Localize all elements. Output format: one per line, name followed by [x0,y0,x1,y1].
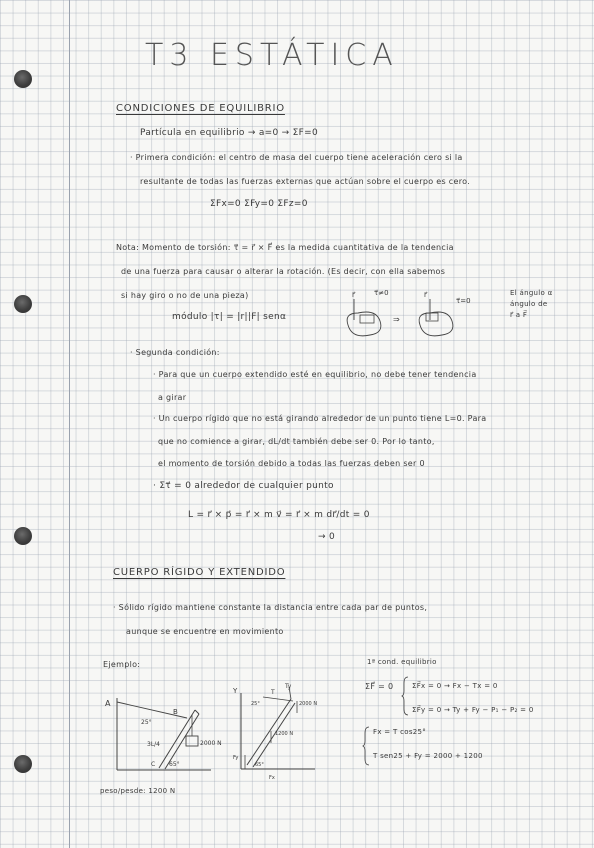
text-en-movimiento: aunque se encuentre en movimiento [126,627,284,636]
punch-hole [14,527,32,545]
text-primera-condicion: · Primera condición: el centro de masa del cuerpo tiene aceleración cero si la [130,153,463,162]
label-weight-2000: 2000 N [200,740,222,747]
brace-equations [402,676,410,716]
text-a-girar: a girar [158,393,187,402]
side-note-angle-1: El ángulo α [510,289,553,297]
text-particula-equilibrio: Partícula en equilibrio → a=0 → ΣF=0 [140,128,319,138]
text-dL-dt: que no comience a girar, dL/dt también debe ser 0. Por lo tanto, [158,437,435,446]
label-Fx: Fx [269,775,275,781]
punch-hole [14,755,32,773]
equation-sum-Fx: ΣF⃗x = 0 → Fx − Tx = 0 [412,682,498,690]
punch-hole [14,70,32,88]
equation-Fx-Tcos: Fx = T cos25° [373,728,427,736]
label-angle-25: 25° [141,719,152,726]
page-title: T3 ESTÁTICA [145,38,399,73]
example-figure-boom [103,690,228,790]
label-angle-65: 65° [169,761,180,768]
text-solido-rigido: · Sólido rígido mantiene constante la distancia entre cada par de puntos, [113,603,428,612]
label-r1: r⃗ [352,291,355,299]
svg-text:⇒: ⇒ [393,315,400,324]
label-tau2: τ⃗=0 [456,297,471,305]
label-C: C [151,761,156,768]
text-peso: peso/pesde: 1200 N [100,787,176,795]
label-Fy: Fy [233,755,239,761]
heading-condiciones-equilibrio: CONDICIONES DE EQUILIBRIO [116,103,285,114]
equation-sum-F-zero: ΣF⃗ = 0 [365,682,394,691]
equation-angular-momentum: L = r⃗ × p⃗ = r⃗ × m v⃗ = r⃗ × m dr⃗/dt = 0 [188,510,370,520]
text-resultante: resultante de todas las fuerzas externas que actúan sobre el cuerpo es cero. [140,177,471,186]
equation-sum-Fy: ΣF⃗y = 0 → Ty + Fy − P₁ − P₂ = 0 [412,706,534,714]
text-momento-torsion-cero: el momento de torsión debido a todas las fuerzas deben ser 0 [158,459,425,468]
text-nota-giro: si hay giro o no de una pieza) [121,291,249,300]
brace-results [363,726,371,766]
label-weight-1200-fb: 1200 N [275,731,294,737]
label-Ty: Ty [285,683,292,690]
text-cuerpo-extendido: · Para que un cuerpo extendido esté en equilibrio, no debe tener tendencia [153,370,477,379]
text-segunda-condicion: · Segunda condición: [130,348,220,357]
equation-Tsen-Fy: T sen25 + Fy = 2000 + 1200 [373,752,483,760]
punch-hole [14,295,32,313]
text-nota-momento: Nota: Momento de torsión: τ⃗ = r⃗ × F⃗ es la medida cuantitativa de la tendencia [116,243,454,252]
label-Y: Y [233,687,238,695]
label-3L4: 3L/4 [147,741,160,748]
equation-sum-forces: ΣFx=0 ΣFy=0 ΣFz=0 [210,199,308,209]
equation-arrow-zero: → 0 [318,532,336,542]
example-figure-free-body [233,683,328,783]
text-cuerpo-rigido-L: · Un cuerpo rígido que no está girando alrededor de un punto tiene L=0. Para [153,414,487,423]
equation-modulo: módulo |τ| = |r||F| senα [172,312,287,322]
text-primera-cond-equilibrio: 1ª cond. equilibrio [367,658,437,666]
label-ejemplo: Ejemplo: [103,660,141,669]
text-nota-fuerza: de una fuerza para causar o alterar la rotación. (Es decir, con ella sabemos [121,267,446,276]
side-note-angle-3: r⃗ a F⃗ [510,311,528,319]
torque-sketch [340,285,471,340]
label-A: A [105,699,111,708]
label-angle-25-fb: 25° [251,701,260,707]
label-weight-2000-fb: 2000 N [299,701,318,707]
margin-line [69,0,70,848]
label-tau1: τ⃗≠0 [374,289,389,297]
label-B: B [173,708,178,716]
side-note-angle-2: ángulo de [510,300,548,308]
label-angle-65-fb: 65° [255,762,264,768]
label-T: T [271,689,275,696]
label-r2: r⃗ [424,291,427,299]
text-sum-torque: · Στ⃗ = 0 alrededor de cualquier punto [153,481,334,491]
heading-cuerpo-rigido: CUERPO RÍGIDO Y EXTENDIDO [113,567,286,578]
